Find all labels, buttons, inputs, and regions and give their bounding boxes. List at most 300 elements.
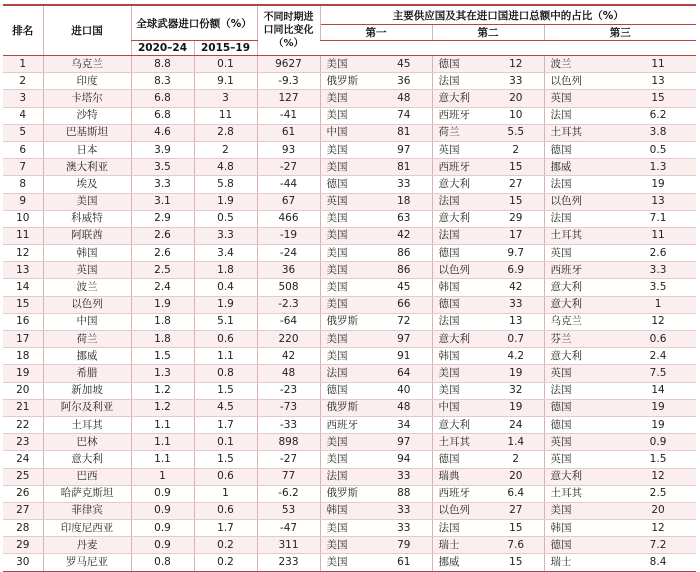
- share-2020-24-cell: 0.8: [131, 554, 194, 571]
- rank-cell: 2: [3, 73, 43, 90]
- table-row: [3, 485, 696, 502]
- share-2020-24-cell: 1: [131, 468, 194, 485]
- change-cell: 311: [257, 537, 320, 554]
- share-2015-19-cell: 1.9: [194, 296, 257, 313]
- table-row: [3, 399, 696, 416]
- header-first: 第一: [320, 25, 432, 41]
- share-2015-19-cell: 4.5: [194, 399, 257, 416]
- second-supplier-cell: 法国: [432, 73, 488, 90]
- change-cell: -27: [257, 451, 320, 468]
- rank-cell: 26: [3, 485, 43, 502]
- first-share-cell: 72: [376, 313, 432, 330]
- share-2015-19-cell: 1.5: [194, 382, 257, 399]
- share-2020-24-cell: 3.5: [131, 159, 194, 176]
- table-row: [3, 262, 696, 279]
- share-2020-24-cell: 8.3: [131, 73, 194, 90]
- second-share-cell: 20: [488, 90, 544, 107]
- second-share-cell: 12: [488, 56, 544, 73]
- share-2020-24-cell: 0.9: [131, 485, 194, 502]
- first-supplier-cell: 俄罗斯: [320, 313, 376, 330]
- second-share-cell: 42: [488, 279, 544, 296]
- share-2015-19-cell: 1.9: [194, 193, 257, 210]
- second-supplier-cell: 英国: [432, 141, 488, 158]
- header-third: 第三: [544, 25, 696, 41]
- second-share-cell: 5.5: [488, 124, 544, 141]
- first-supplier-cell: 俄罗斯: [320, 485, 376, 502]
- third-supplier-cell: 法国: [544, 210, 620, 227]
- second-supplier-cell: 法国: [432, 193, 488, 210]
- header-period-2015-19: 2015–19: [194, 41, 257, 56]
- share-2015-19-cell: 0.1: [194, 434, 257, 451]
- change-cell: -73: [257, 399, 320, 416]
- importer-cell: 土耳其: [43, 416, 131, 433]
- second-supplier-cell: 意大利: [432, 90, 488, 107]
- share-2015-19-cell: 4.8: [194, 159, 257, 176]
- table-row: [3, 193, 696, 210]
- rank-cell: 16: [3, 313, 43, 330]
- importer-cell: 荷兰: [43, 331, 131, 348]
- second-supplier-cell: 美国: [432, 365, 488, 382]
- third-supplier-cell: 土耳其: [544, 227, 620, 244]
- header-second: 第二: [432, 25, 544, 41]
- table-row: [3, 210, 696, 227]
- second-supplier-cell: 意大利: [432, 176, 488, 193]
- share-2020-24-cell: 0.9: [131, 537, 194, 554]
- first-supplier-cell: 美国: [320, 107, 376, 124]
- third-supplier-cell: 土耳其: [544, 124, 620, 141]
- third-share-cell: 1.3: [620, 159, 696, 176]
- share-2015-19-cell: 1: [194, 485, 257, 502]
- change-cell: 466: [257, 210, 320, 227]
- second-supplier-cell: 法国: [432, 227, 488, 244]
- third-share-cell: 0.5: [620, 141, 696, 158]
- third-supplier-cell: 意大利: [544, 296, 620, 313]
- third-supplier-cell: 德国: [544, 399, 620, 416]
- share-2020-24-cell: 2.4: [131, 279, 194, 296]
- second-supplier-cell: 荷兰: [432, 124, 488, 141]
- third-share-cell: 6.2: [620, 107, 696, 124]
- change-cell: 127: [257, 90, 320, 107]
- importer-cell: 阿联酋: [43, 227, 131, 244]
- first-supplier-cell: 美国: [320, 520, 376, 537]
- first-share-cell: 36: [376, 73, 432, 90]
- first-supplier-cell: 美国: [320, 554, 376, 571]
- third-share-cell: 7.1: [620, 210, 696, 227]
- rank-cell: 3: [3, 90, 43, 107]
- importer-cell: 埃及: [43, 176, 131, 193]
- share-2020-24-cell: 1.5: [131, 348, 194, 365]
- header-share: 全球武器进口份额（%）: [131, 5, 257, 41]
- first-share-cell: 63: [376, 210, 432, 227]
- first-share-cell: 91: [376, 348, 432, 365]
- rank-cell: 6: [3, 141, 43, 158]
- share-2015-19-cell: 1.7: [194, 520, 257, 537]
- third-share-cell: 0.9: [620, 434, 696, 451]
- third-supplier-cell: 土耳其: [544, 485, 620, 502]
- first-supplier-cell: 美国: [320, 90, 376, 107]
- table-row: [3, 537, 696, 554]
- third-supplier-cell: 以色列: [544, 73, 620, 90]
- second-supplier-cell: 意大利: [432, 210, 488, 227]
- first-share-cell: 97: [376, 331, 432, 348]
- second-supplier-cell: 以色列: [432, 502, 488, 519]
- second-supplier-cell: 德国: [432, 451, 488, 468]
- rank-cell: 8: [3, 176, 43, 193]
- first-supplier-cell: 美国: [320, 331, 376, 348]
- table-row: [3, 107, 696, 124]
- share-2020-24-cell: 1.8: [131, 313, 194, 330]
- first-share-cell: 79: [376, 537, 432, 554]
- change-cell: -64: [257, 313, 320, 330]
- change-cell: 508: [257, 279, 320, 296]
- first-share-cell: 66: [376, 296, 432, 313]
- second-share-cell: 9.7: [488, 245, 544, 262]
- share-2020-24-cell: 1.1: [131, 451, 194, 468]
- third-share-cell: 0.6: [620, 331, 696, 348]
- share-2020-24-cell: 2.5: [131, 262, 194, 279]
- rank-cell: 20: [3, 382, 43, 399]
- third-share-cell: 12: [620, 520, 696, 537]
- change-cell: 48: [257, 365, 320, 382]
- table-row: [3, 176, 696, 193]
- first-share-cell: 97: [376, 141, 432, 158]
- change-cell: 53: [257, 502, 320, 519]
- share-2015-19-cell: 9.1: [194, 73, 257, 90]
- second-share-cell: 19: [488, 399, 544, 416]
- third-supplier-cell: 德国: [544, 141, 620, 158]
- first-supplier-cell: 美国: [320, 451, 376, 468]
- first-share-cell: 74: [376, 107, 432, 124]
- rank-cell: 15: [3, 296, 43, 313]
- first-supplier-cell: 德国: [320, 176, 376, 193]
- share-2015-19-cell: 0.2: [194, 554, 257, 571]
- second-supplier-cell: 德国: [432, 245, 488, 262]
- share-2015-19-cell: 5.1: [194, 313, 257, 330]
- arms-import-table: [3, 4, 696, 572]
- first-supplier-cell: 美国: [320, 210, 376, 227]
- share-2015-19-cell: 1.5: [194, 451, 257, 468]
- importer-cell: 澳大利亚: [43, 159, 131, 176]
- share-2015-19-cell: 11: [194, 107, 257, 124]
- table-row: [3, 382, 696, 399]
- rank-cell: 10: [3, 210, 43, 227]
- third-share-cell: 2.5: [620, 485, 696, 502]
- third-share-cell: 1: [620, 296, 696, 313]
- second-supplier-cell: 法国: [432, 520, 488, 537]
- importer-cell: 沙特: [43, 107, 131, 124]
- second-supplier-cell: 韩国: [432, 279, 488, 296]
- first-supplier-cell: 美国: [320, 159, 376, 176]
- rank-cell: 7: [3, 159, 43, 176]
- importer-cell: 巴基斯坦: [43, 124, 131, 141]
- rank-cell: 21: [3, 399, 43, 416]
- third-share-cell: 19: [620, 416, 696, 433]
- change-cell: -41: [257, 107, 320, 124]
- second-supplier-cell: 西班牙: [432, 107, 488, 124]
- first-share-cell: 48: [376, 90, 432, 107]
- third-supplier-cell: 韩国: [544, 520, 620, 537]
- third-supplier-cell: 波兰: [544, 56, 620, 73]
- second-supplier-cell: 法国: [432, 313, 488, 330]
- second-share-cell: 29: [488, 210, 544, 227]
- first-supplier-cell: 美国: [320, 56, 376, 73]
- first-share-cell: 45: [376, 279, 432, 296]
- change-cell: -23: [257, 382, 320, 399]
- third-supplier-cell: 意大利: [544, 348, 620, 365]
- change-cell: 42: [257, 348, 320, 365]
- share-2015-19-cell: 0.6: [194, 331, 257, 348]
- third-share-cell: 19: [620, 176, 696, 193]
- share-2015-19-cell: 2: [194, 141, 257, 158]
- change-cell: 93: [257, 141, 320, 158]
- importer-cell: 哈萨克斯坦: [43, 485, 131, 502]
- third-supplier-cell: 英国: [544, 365, 620, 382]
- first-share-cell: 86: [376, 262, 432, 279]
- header-change: [257, 5, 320, 56]
- change-cell: -6.2: [257, 485, 320, 502]
- second-share-cell: 33: [488, 296, 544, 313]
- third-supplier-cell: 乌克兰: [544, 313, 620, 330]
- second-supplier-cell: 德国: [432, 56, 488, 73]
- rank-cell: 18: [3, 348, 43, 365]
- share-2015-19-cell: 5.8: [194, 176, 257, 193]
- second-share-cell: 0.7: [488, 331, 544, 348]
- first-share-cell: 48: [376, 399, 432, 416]
- first-share-cell: 81: [376, 124, 432, 141]
- second-share-cell: 10: [488, 107, 544, 124]
- importer-cell: 印度尼西亚: [43, 520, 131, 537]
- header-change-line1: 不同时期进: [263, 12, 314, 23]
- rank-cell: 29: [3, 537, 43, 554]
- first-share-cell: 61: [376, 554, 432, 571]
- rank-cell: 19: [3, 365, 43, 382]
- share-2020-24-cell: 1.1: [131, 434, 194, 451]
- share-2020-24-cell: 1.2: [131, 382, 194, 399]
- header-rank: 排名: [3, 5, 43, 56]
- share-2015-19-cell: 0.6: [194, 502, 257, 519]
- second-share-cell: 27: [488, 502, 544, 519]
- share-2015-19-cell: 1.7: [194, 416, 257, 433]
- importer-cell: 挪威: [43, 348, 131, 365]
- third-supplier-cell: 英国: [544, 434, 620, 451]
- change-cell: 67: [257, 193, 320, 210]
- third-supplier-cell: 美国: [544, 502, 620, 519]
- first-supplier-cell: 韩国: [320, 502, 376, 519]
- share-2015-19-cell: 3: [194, 90, 257, 107]
- third-share-cell: 15: [620, 90, 696, 107]
- second-supplier-cell: 以色列: [432, 262, 488, 279]
- rank-cell: 27: [3, 502, 43, 519]
- third-share-cell: 20: [620, 502, 696, 519]
- second-share-cell: 6.4: [488, 485, 544, 502]
- rank-cell: 12: [3, 245, 43, 262]
- first-supplier-cell: 德国: [320, 382, 376, 399]
- table-row: [3, 159, 696, 176]
- share-2020-24-cell: 1.9: [131, 296, 194, 313]
- third-supplier-cell: 意大利: [544, 279, 620, 296]
- first-supplier-cell: 美国: [320, 279, 376, 296]
- second-share-cell: 13: [488, 313, 544, 330]
- header-change-line2: 口同比变化: [263, 25, 314, 36]
- third-supplier-cell: 法国: [544, 382, 620, 399]
- second-share-cell: 24: [488, 416, 544, 433]
- change-cell: -47: [257, 520, 320, 537]
- rank-cell: 25: [3, 468, 43, 485]
- third-supplier-cell: 英国: [544, 245, 620, 262]
- importer-cell: 乌克兰: [43, 56, 131, 73]
- importer-cell: 印度: [43, 73, 131, 90]
- first-share-cell: 45: [376, 56, 432, 73]
- table-row: [3, 520, 696, 537]
- second-supplier-cell: 德国: [432, 296, 488, 313]
- importer-cell: 巴西: [43, 468, 131, 485]
- table-row: [3, 56, 696, 73]
- second-supplier-cell: 意大利: [432, 331, 488, 348]
- second-supplier-cell: 瑞士: [432, 537, 488, 554]
- first-supplier-cell: 美国: [320, 537, 376, 554]
- table-row: [3, 124, 696, 141]
- header-period-2020-24: 2020–24: [131, 41, 194, 56]
- second-supplier-cell: 西班牙: [432, 159, 488, 176]
- change-cell: -24: [257, 245, 320, 262]
- first-supplier-cell: 法国: [320, 365, 376, 382]
- first-share-cell: 86: [376, 245, 432, 262]
- table-row: [3, 451, 696, 468]
- first-share-cell: 18: [376, 193, 432, 210]
- second-share-cell: 15: [488, 193, 544, 210]
- share-2015-19-cell: 0.4: [194, 279, 257, 296]
- change-cell: -33: [257, 416, 320, 433]
- table-row: [3, 348, 696, 365]
- share-2015-19-cell: 2.8: [194, 124, 257, 141]
- second-share-cell: 6.9: [488, 262, 544, 279]
- share-2015-19-cell: 0.1: [194, 56, 257, 73]
- importer-cell: 波兰: [43, 279, 131, 296]
- table-row: [3, 365, 696, 382]
- table-header: [3, 5, 696, 56]
- first-supplier-cell: 美国: [320, 245, 376, 262]
- importer-cell: 意大利: [43, 451, 131, 468]
- table-body: [3, 56, 696, 572]
- share-2020-24-cell: 2.6: [131, 245, 194, 262]
- share-2020-24-cell: 0.9: [131, 502, 194, 519]
- rank-cell: 28: [3, 520, 43, 537]
- first-supplier-cell: 美国: [320, 434, 376, 451]
- table-row: [3, 141, 696, 158]
- table-row: [3, 554, 696, 571]
- third-share-cell: 19: [620, 399, 696, 416]
- third-supplier-cell: 德国: [544, 537, 620, 554]
- first-supplier-cell: 美国: [320, 262, 376, 279]
- rank-cell: 17: [3, 331, 43, 348]
- change-cell: -2.3: [257, 296, 320, 313]
- importer-cell: 英国: [43, 262, 131, 279]
- table-row: [3, 279, 696, 296]
- share-2020-24-cell: 0.9: [131, 520, 194, 537]
- change-cell: -19: [257, 227, 320, 244]
- first-share-cell: 42: [376, 227, 432, 244]
- share-2015-19-cell: 1.1: [194, 348, 257, 365]
- importer-cell: 罗马尼亚: [43, 554, 131, 571]
- share-2020-24-cell: 6.8: [131, 90, 194, 107]
- first-supplier-cell: 中国: [320, 124, 376, 141]
- table-row: [3, 313, 696, 330]
- first-supplier-cell: 西班牙: [320, 416, 376, 433]
- first-share-cell: 97: [376, 434, 432, 451]
- third-supplier-cell: 法国: [544, 176, 620, 193]
- third-supplier-cell: 法国: [544, 107, 620, 124]
- importer-cell: 菲律宾: [43, 502, 131, 519]
- second-share-cell: 2: [488, 141, 544, 158]
- share-2020-24-cell: 1.2: [131, 399, 194, 416]
- first-supplier-cell: 美国: [320, 227, 376, 244]
- change-cell: 36: [257, 262, 320, 279]
- change-cell: -9.3: [257, 73, 320, 90]
- share-2015-19-cell: 0.8: [194, 365, 257, 382]
- third-share-cell: 1.5: [620, 451, 696, 468]
- table-row: [3, 416, 696, 433]
- first-supplier-cell: 俄罗斯: [320, 73, 376, 90]
- second-supplier-cell: 中国: [432, 399, 488, 416]
- share-2015-19-cell: 1.8: [194, 262, 257, 279]
- first-supplier-cell: 美国: [320, 141, 376, 158]
- first-share-cell: 34: [376, 416, 432, 433]
- importer-cell: 阿尔及利亚: [43, 399, 131, 416]
- second-share-cell: 15: [488, 159, 544, 176]
- first-supplier-cell: 美国: [320, 348, 376, 365]
- table-row: [3, 468, 696, 485]
- rank-cell: 13: [3, 262, 43, 279]
- second-share-cell: 33: [488, 73, 544, 90]
- first-supplier-cell: 英国: [320, 193, 376, 210]
- third-supplier-cell: 英国: [544, 451, 620, 468]
- importer-cell: 巴林: [43, 434, 131, 451]
- change-cell: -44: [257, 176, 320, 193]
- importer-cell: 希腊: [43, 365, 131, 382]
- share-2020-24-cell: 6.8: [131, 107, 194, 124]
- change-cell: 233: [257, 554, 320, 571]
- table-row: [3, 227, 696, 244]
- first-share-cell: 33: [376, 520, 432, 537]
- change-cell: 77: [257, 468, 320, 485]
- second-share-cell: 19: [488, 365, 544, 382]
- second-share-cell: 4.2: [488, 348, 544, 365]
- rank-cell: 5: [3, 124, 43, 141]
- first-share-cell: 94: [376, 451, 432, 468]
- third-share-cell: 2.6: [620, 245, 696, 262]
- share-2015-19-cell: 0.2: [194, 537, 257, 554]
- importer-cell: 卡塔尔: [43, 90, 131, 107]
- change-cell: 61: [257, 124, 320, 141]
- second-supplier-cell: 意大利: [432, 416, 488, 433]
- table-row: [3, 245, 696, 262]
- second-supplier-cell: 瑞典: [432, 468, 488, 485]
- rank-cell: 9: [3, 193, 43, 210]
- third-supplier-cell: 瑞士: [544, 554, 620, 571]
- importer-cell: 丹麦: [43, 537, 131, 554]
- first-share-cell: 33: [376, 502, 432, 519]
- header-importer: 进口国: [43, 5, 131, 56]
- third-share-cell: 8.4: [620, 554, 696, 571]
- share-2020-24-cell: 3.3: [131, 176, 194, 193]
- first-supplier-cell: 法国: [320, 468, 376, 485]
- header-suppliers: 主要供应国及其在进口国进口总额中的占比（%）: [320, 5, 696, 25]
- third-supplier-cell: 德国: [544, 416, 620, 433]
- share-2015-19-cell: 0.6: [194, 468, 257, 485]
- rank-cell: 30: [3, 554, 43, 571]
- rank-cell: 23: [3, 434, 43, 451]
- third-share-cell: 11: [620, 56, 696, 73]
